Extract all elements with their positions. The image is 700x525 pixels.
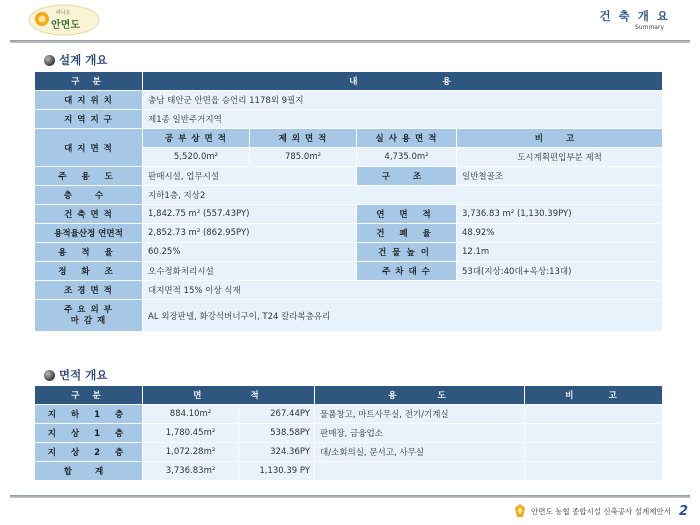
table-row-exterior-finish	[35, 300, 663, 332]
value-area-m2: 884.10m²	[143, 405, 239, 424]
header-cell-use: 용 도	[315, 386, 525, 405]
label-structure: 구 조	[357, 167, 457, 186]
label-septic-tank: 정 화 조	[35, 262, 143, 281]
bullet-icon	[44, 55, 55, 66]
value-zone: 제1종 일반주거지역	[143, 110, 663, 129]
header-cell-category: 구 분	[35, 386, 143, 405]
table-row-total	[35, 462, 663, 481]
value-floors: 지하1층, 지상2	[143, 186, 663, 205]
label-parking: 주 차 대 수	[357, 262, 457, 281]
label-zone: 지 역 지 구	[35, 110, 143, 129]
subheader-excluded-area: 제 외 면 적	[250, 129, 357, 148]
value-structure: 일반철골조	[457, 167, 663, 186]
subheader-remarks: 비 고	[457, 129, 663, 148]
value-area-m2: 3,736.83m²	[143, 462, 239, 481]
table-row-location	[35, 91, 663, 110]
value-excluded-area: 785.0m²	[250, 148, 357, 167]
label-floors: 층 수	[35, 186, 143, 205]
header-cell-note: 비 고	[525, 386, 663, 405]
value-area-m2: 1,780.45m²	[143, 424, 239, 443]
value-coverage-ratio: 48.92%	[457, 224, 663, 243]
footer-document-title: 안면도 농협 종합시설 신축공사 설계제안서	[531, 506, 671, 516]
value-note	[525, 462, 663, 481]
header-divider	[10, 40, 690, 43]
header-cell-content: 내 용	[143, 72, 663, 91]
header-cell-area: 면 적	[143, 386, 315, 405]
page-number: 2	[678, 503, 688, 519]
value-use: 물품창고, 마트사무실, 전기/기계실	[315, 405, 525, 424]
table-row-zone	[35, 110, 663, 129]
table-row-floors	[35, 186, 663, 205]
value-main-use: 판매시설, 업무시설	[143, 167, 357, 186]
label-coverage-ratio: 건 폐 율	[357, 224, 457, 243]
page-subtitle: Summary	[635, 24, 664, 31]
label-main-use: 주 용 도	[35, 167, 143, 186]
value-remarks: 도시계획편입부분 제척	[457, 148, 663, 167]
value-building-height: 12.1m	[457, 243, 663, 262]
value-use: 대/소회의실, 문서고, 사무실	[315, 443, 525, 462]
label-exterior-finish: 주 요 외 부 마 감 재	[35, 300, 143, 332]
label-building-height: 건물높이	[357, 243, 457, 262]
bullet-icon	[44, 370, 55, 381]
label-landscape-area: 조 경 면 적	[35, 281, 143, 300]
design-summary-table	[34, 71, 663, 332]
value-parking: 53대(지상:40대+옥상:13대)	[457, 262, 663, 281]
value-use: 판매장, 금융업소	[315, 424, 525, 443]
section-design-summary-heading	[44, 52, 107, 68]
value-note	[525, 405, 663, 424]
area-summary-table	[34, 385, 663, 481]
section-area-summary-heading	[44, 367, 107, 383]
table-header-row	[35, 386, 663, 405]
table-row-site-area-subheader	[35, 129, 663, 148]
value-area-m2: 1,072.28m²	[143, 443, 239, 462]
page-title: 건 축 개 요	[599, 9, 670, 23]
value-location: 충남 태안군 안면읍 승언리 1178외 9필지	[143, 91, 663, 110]
svg-text:안면도: 안면도	[51, 20, 80, 31]
value-actual-area: 4,735.0m²	[357, 148, 457, 167]
table-row-far-area	[35, 224, 663, 243]
value-floor-area-ratio: 60.25%	[143, 243, 357, 262]
value-area-py: 324.36PY	[239, 443, 315, 462]
subheader-registered-area: 공 부 상 면 적	[143, 129, 250, 148]
value-landscape-area: 대지면적 15% 이상 식재	[143, 281, 663, 300]
label-far-floor-area: 용적율산정 연면적	[35, 224, 143, 243]
label-gross-floor-area: 연 면 적	[357, 205, 457, 224]
anmyeondo-logo	[28, 2, 100, 36]
value-far-floor-area: 2,852.73 m² (862.95PY)	[143, 224, 357, 243]
table-row	[35, 405, 663, 424]
table-row-use	[35, 167, 663, 186]
label-floor-area-ratio: 용 적 율	[35, 243, 143, 262]
value-note	[525, 424, 663, 443]
label-total: 합 계	[35, 462, 143, 481]
nonghyup-logo-icon	[513, 503, 527, 519]
label-floor-1f: 지 상 1 층	[35, 424, 143, 443]
table-row-far	[35, 243, 663, 262]
label-floor-2f: 지 상 2 층	[35, 443, 143, 462]
section-title: 설계 개요	[59, 53, 108, 67]
value-area-py: 1,130.39 PY	[239, 462, 315, 481]
value-septic-tank: 오수정화처리시설	[143, 262, 357, 281]
page-footer	[513, 502, 688, 520]
value-registered-area: 5,520.0m²	[143, 148, 250, 167]
value-area-py: 538.58PY	[239, 424, 315, 443]
value-use	[315, 462, 525, 481]
value-area-py: 267.44PY	[239, 405, 315, 424]
label-site-area: 대 지 면 적	[35, 129, 143, 167]
section-title: 면적 개요	[59, 368, 108, 382]
svg-text:떠나온: 떠나온	[56, 10, 71, 16]
value-gross-floor-area: 3,736.83 m² (1,130.39PY)	[457, 205, 663, 224]
subheader-actual-area: 실 사 용 면 적	[357, 129, 457, 148]
page-header	[0, 0, 700, 40]
label-location: 대 지 위 치	[35, 91, 143, 110]
table-row	[35, 424, 663, 443]
value-note	[525, 443, 663, 462]
value-exterior-finish: AL 외장판넬, 화강석버너구이, T24 칼라복층유리	[143, 300, 663, 332]
table-row	[35, 443, 663, 462]
table-header-row	[35, 72, 663, 91]
value-building-area: 1,842.75 m² (557.43PY)	[143, 205, 357, 224]
label-floor-b1: 지 하 1 층	[35, 405, 143, 424]
table-row-septic	[35, 262, 663, 281]
table-row-building-area	[35, 205, 663, 224]
footer-divider	[10, 495, 690, 498]
label-building-area: 건 축 면 적	[35, 205, 143, 224]
table-row-landscape	[35, 281, 663, 300]
header-cell-category: 구 분	[35, 72, 143, 91]
